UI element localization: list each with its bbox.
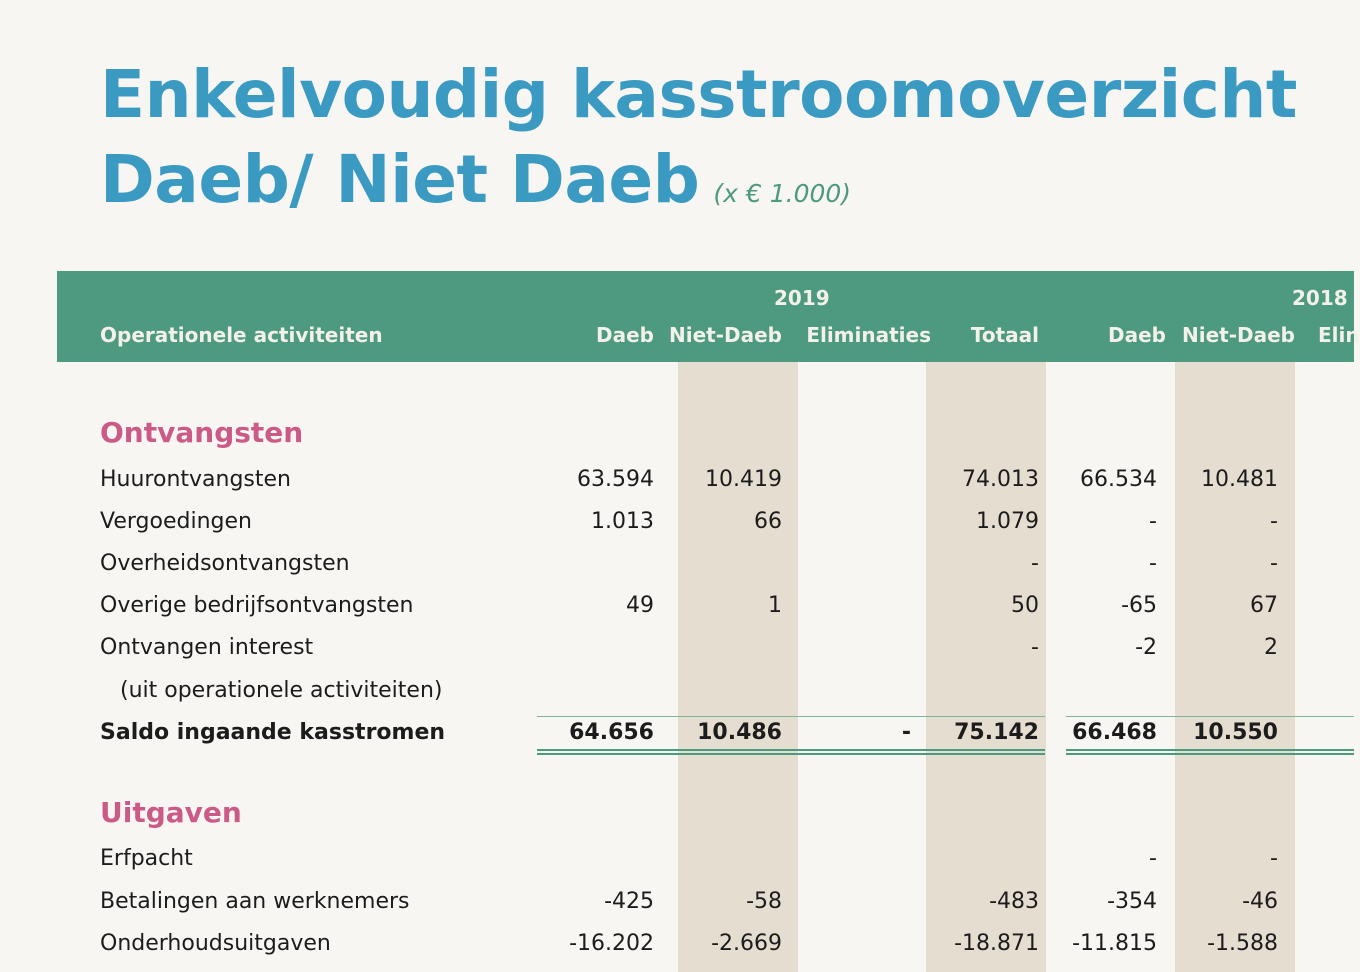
niet-daeb-2018-column-shade	[1175, 362, 1295, 972]
table-header-band	[57, 271, 1354, 362]
page-title-line-2: Daeb/ Niet Daeb (x € 1.000)	[100, 141, 852, 218]
col-header-niet-daeb-2019: Niet-Daeb	[669, 323, 782, 347]
cell-niet-daeb-2019: 10.486	[697, 720, 782, 745]
cell-totaal-2019: 1.079	[976, 509, 1039, 534]
cell-niet-daeb-2018: -	[1270, 551, 1278, 576]
cell-niet-daeb-2018: -46	[1242, 889, 1278, 914]
cell-niet-daeb-2019: 1	[768, 593, 782, 618]
cell-niet-daeb-2019: 66	[754, 509, 782, 534]
row-label: Ontvangen interest	[100, 635, 314, 660]
subtotal-top-rule-2018	[1066, 716, 1354, 717]
subtotal-top-rule-2019	[537, 716, 1045, 717]
cell-daeb-2019: 64.656	[569, 720, 654, 745]
subtotal-double-rule-2018-b	[1066, 753, 1354, 755]
unit-note: (x € 1.000)	[713, 179, 852, 208]
cell-daeb-2019: -16.202	[569, 931, 654, 956]
row-label: (uit operationele activiteiten)	[120, 678, 443, 703]
section-header-label: Operationele activiteiten	[100, 323, 383, 347]
niet-daeb-2019-column-shade	[678, 362, 798, 972]
row-label: Onderhoudsuitgaven	[100, 931, 331, 956]
cell-daeb-2018: -354	[1107, 889, 1157, 914]
section-ontvangsten: Ontvangsten	[100, 416, 304, 449]
cell-daeb-2018: -	[1149, 509, 1157, 534]
subtotal-double-rule-2019-b	[537, 753, 1045, 755]
cell-niet-daeb-2018: 2	[1264, 635, 1278, 660]
row-label: Overige bedrijfsontvangsten	[100, 593, 414, 618]
col-header-eliminaties-2019: Eliminaties	[806, 323, 931, 347]
cell-daeb-2019: -425	[604, 889, 654, 914]
row-label: Overheidsontvangsten	[100, 551, 350, 576]
subtotal-double-rule-2019-a	[537, 749, 1045, 751]
row-label: Vergoedingen	[100, 509, 252, 534]
subtotal-label: Saldo ingaande kasstromen	[100, 720, 446, 745]
row-label: Erfpacht	[100, 846, 193, 871]
cell-daeb-2018: -2	[1135, 635, 1157, 660]
cell-niet-daeb-2018: -	[1270, 846, 1278, 871]
subtotal-double-rule-2018-a	[1066, 749, 1354, 751]
cell-totaal-2019: 74.013	[962, 467, 1039, 492]
cell-totaal-2019: -	[1031, 635, 1039, 660]
totaal-2019-column-shade	[926, 362, 1046, 972]
cell-totaal-2019: -	[1031, 551, 1039, 576]
cell-eliminaties-2019: -	[901, 720, 911, 745]
cell-totaal-2019: 50	[1011, 593, 1039, 618]
cell-niet-daeb-2019: 10.419	[705, 467, 782, 492]
page-title-line-1: Enkelvoudig kasstroomoverzicht	[100, 56, 1297, 133]
cell-daeb-2018: -11.815	[1072, 931, 1157, 956]
row-label: Betalingen aan werknemers	[100, 889, 410, 914]
cell-niet-daeb-2019: -58	[746, 889, 782, 914]
cell-totaal-2019: -18.871	[954, 931, 1039, 956]
cell-daeb-2019: 49	[626, 593, 654, 618]
cell-daeb-2018: -	[1149, 551, 1157, 576]
cell-daeb-2018: 66.468	[1072, 720, 1157, 745]
col-header-eliminaties-2018: Elin	[1318, 323, 1360, 347]
cell-niet-daeb-2018: -1.588	[1207, 931, 1278, 956]
col-header-niet-daeb-2018: Niet-Daeb	[1182, 323, 1295, 347]
cell-daeb-2019: 1.013	[591, 509, 654, 534]
row-label: Huurontvangsten	[100, 467, 291, 492]
cell-niet-daeb-2018: -	[1270, 509, 1278, 534]
cell-totaal-2019: -483	[989, 889, 1039, 914]
cell-niet-daeb-2018: 67	[1250, 593, 1278, 618]
col-header-totaal-2019: Totaal	[970, 323, 1039, 347]
cell-totaal-2019: 75.142	[954, 720, 1039, 745]
cell-daeb-2018: -	[1149, 846, 1157, 871]
cell-niet-daeb-2019: -2.669	[711, 931, 782, 956]
col-header-daeb-2018: Daeb	[1108, 323, 1166, 347]
cell-daeb-2019: 63.594	[577, 467, 654, 492]
cell-daeb-2018: 66.534	[1080, 467, 1157, 492]
cell-niet-daeb-2018: 10.481	[1201, 467, 1278, 492]
year-2019-heading: 2019	[774, 286, 830, 310]
cell-daeb-2018: -65	[1121, 593, 1157, 618]
cell-niet-daeb-2018: 10.550	[1193, 720, 1278, 745]
col-header-daeb-2019: Daeb	[596, 323, 654, 347]
section-uitgaven: Uitgaven	[100, 796, 242, 829]
year-2018-heading: 2018	[1292, 286, 1348, 310]
